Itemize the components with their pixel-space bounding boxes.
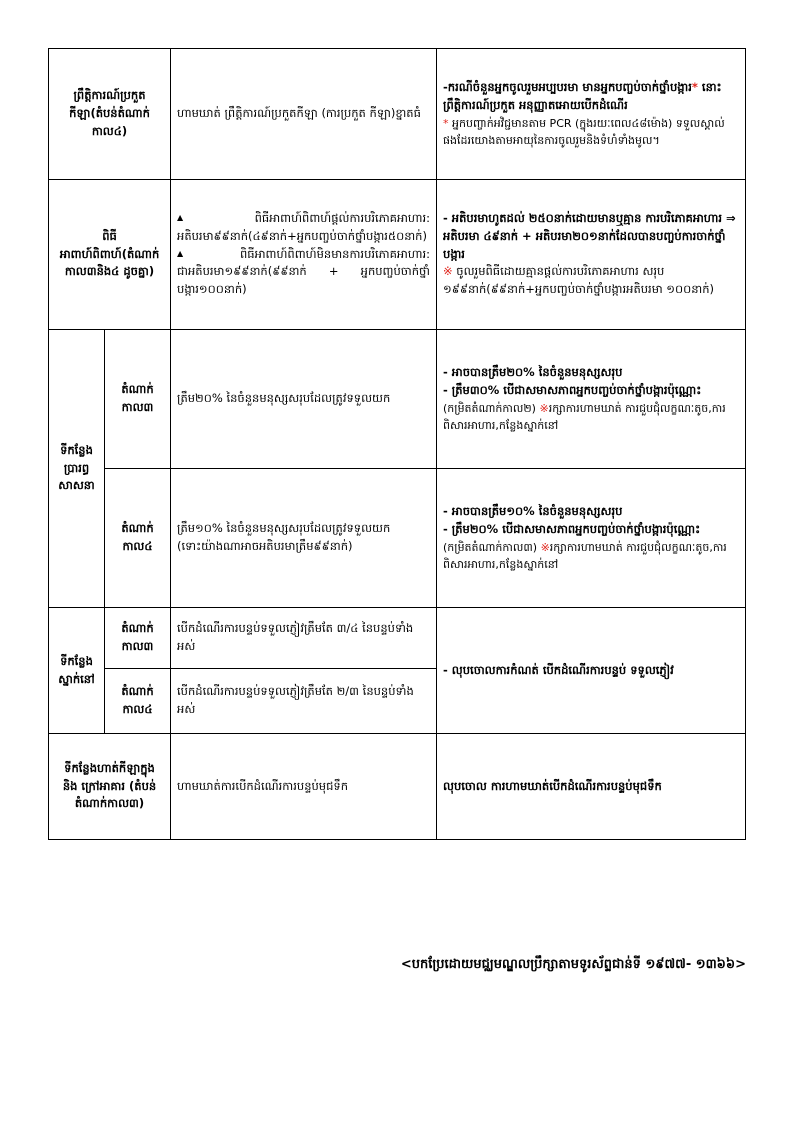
row-change [437,330,746,469]
change-main: - លុបចោលការកំណត់ បើកដំណើរការបន្ទប់ ទទួលភ្ញៀវ [443,662,674,677]
row-rule [171,330,437,469]
change-main: លុបចោល ការហាមឃាត់បើកដំណើរការបន្ទប់មុជទឹក [443,778,662,793]
rules-table [48,48,746,840]
note-text: រក្សាការហាមឃាត់ ការជួបជុំលក្ខណៈតូច,ការពិសារអាហារ,កន្លែងស្នាក់នៅ [443,401,726,432]
rule-text: ពិធីអាពាហ៍ពិពាហ៍ផ្តល់ការបរិភោគអាហារ: អតិបរមា៩៩នាក់(៤៩នាក់+អ្នកបញ្ចប់ចាក់ថ្នាំបង្ការ៥០នាក់) [177,210,431,243]
row-change [437,469,746,608]
table-row [49,734,746,840]
stage-label: តំណាក់កាល៤ [105,469,171,608]
row-rule [171,180,437,330]
note-text: អ្នកបញ្ចាក់អវិជ្ជមានតាម PCR (ក្នុងរយៈពេល៤៨ម៉ោង) ទទួលស្គាល់ផងដែរយោងតាមអាយុនៃការចូលរួមនិងទំហំទាំងមូល។ [443,116,725,147]
asterisk-icon: * [691,80,698,95]
note-text: រក្សាការហាមឃាត់ ការជួបជុំលក្ខណៈតូច,ការពិសារអាហារ,កន្លែងស្នាក់នៅ [443,540,727,571]
group-header: ទីកន្លែងស្នាក់នៅ [49,608,105,734]
table-row [49,330,746,469]
change-main: - អាចបានត្រឹម២០% នៃចំនួនមនុស្សសរុប [443,365,623,380]
row-change [437,734,746,840]
stage-label: តំណាក់កាល៤ [105,669,171,734]
change-main: - ត្រឹម២០% បើជាសមាសភាពអ្នកបញ្ចប់ចាក់ថ្នាំបង្ការប៉ុណ្ណោះ [443,521,701,536]
row-change [437,608,746,734]
change-note [443,539,739,573]
rule-text: ពិធីអាពាហ៍ពិពាហ៍មិនមានការបរិភោគអាហារ: ជាអតិបរមា១៩៩នាក់(៩៩នាក់ + អ្នកបញ្ចប់ចាក់ថ្នាំបង្ការ១០០នាក់) [177,246,431,297]
stage-label: តំណាក់កាល៣ [105,608,171,669]
change-main: - អតិបរមាហូតដល់ ២៥០នាក់ដោយមានឬគ្មាន ការបរិភោគអាហារ ⇒ អតិបរមា ៤៩នាក់ + អតិបរមា២០១នាក់ដែលបានបញ្ចប់ការចាក់ថ្នាំបង្ការ [443,210,736,261]
change-main: - អាចបានត្រឹម១០% នៃចំនួនមនុស្សសរុប [443,504,623,519]
table-row [49,608,746,669]
note-text: (កម្រិតតំណាក់កាល៣) [443,540,541,554]
row-header: ព្រឹត្តិការណ៍ប្រកួតកីឡា(តំបន់តំណាក់កាល៤) [49,49,171,180]
rule-extra: (ទោះយ៉ាងណាអាចអតិបរមាត្រឹម៩៩នាក់) [177,539,353,553]
change-note [443,115,739,149]
reference-mark-icon: ※ [540,540,550,554]
change-text [443,79,739,115]
note-text: (កម្រិតតំណាក់កាល២) [443,401,540,415]
triangle-bullet-icon: ▲ [177,248,230,258]
row-rule: បើកដំណើរការបន្ទប់ទទួលភ្ញៀវត្រឹមតែ ២/៣ នៃបន្ទប់ទាំងអស់ [171,669,437,734]
group-header: ទីកន្លែងប្រារព្ធសាសនា [49,330,105,608]
change-note [443,263,739,299]
change-main: - ត្រឹម៣០% បើជាសមាសភាពអ្នកបញ្ចប់ចាក់ថ្នាំបង្ការប៉ុណ្ណោះ [443,382,702,397]
translation-credit: <បកប្រែដោយមជ្ឈមណ្ឌលប្រឹក្សាតាមទូរស័ព្ទជាន់ទី ១៩៧៧- ១៣៦៦> [400,957,746,972]
row-rule: ហាមឃាត់ ព្រឹត្តិការណ៍ប្រកួតកីឡា (ការប្រកួត កីឡា)ខ្នាតធំ [171,49,437,180]
reference-mark-icon: ※ [539,401,549,415]
change-note [443,400,739,434]
table-row [49,49,746,180]
row-rule: ហាមឃាត់ការបើកដំណើរការបន្ទប់មុជទឹក [171,734,437,840]
rule-item [177,210,430,246]
table-row [49,180,746,330]
change-main-cont: នោះព្រឹត្តិការណ៍ប្រកួត អនុញ្ញាតអោយបើកដំណើរ [443,80,722,112]
reference-mark-icon: ※ [443,264,453,279]
rule-text: ត្រឹម១០% នៃចំនួនមនុស្សសរុបដែលត្រូវទទួលយក [177,521,391,536]
row-header: ទីកន្លែងហាត់កីឡាក្នុង និង ក្រៅអាគារ (តំបន់តំណាក់កាល៣) [49,734,171,840]
row-rule [171,469,437,608]
row-header: ពិធីអាពាហ៍ពិពាហ៍(តំណាក់កាល៣និង៤ ដូចគ្នា) [49,180,171,330]
table-row [49,469,746,608]
rule-text: ត្រឹម២០% នៃចំនួនមនុស្សសរុបដែលត្រូវទទួលយក [177,391,391,406]
row-change [437,180,746,330]
asterisk-icon: * [443,116,449,130]
row-change [437,49,746,180]
rule-item [177,246,430,299]
triangle-bullet-icon: ▲ [177,213,245,223]
stage-label: តំណាក់កាល៣ [105,330,171,469]
change-main: -ករណីចំនួនអ្នកចូលរួមអប្បបរមា មានអ្នកបញ្ចប់ចាក់ថ្នាំបង្ការ [443,80,692,95]
row-rule: បើកដំណើរការបន្ទប់ទទួលភ្ញៀវត្រឹមតែ ៣/៤ នៃបន្ទប់ទាំងអស់ [171,608,437,669]
note-text: ចូលរួមពិធីដោយគ្មានផ្តល់ការបរិភោគអាហារ សរុប ១៩៩នាក់(៩៩នាក់+អ្នកបញ្ចប់ចាក់ថ្នាំបង្ការអតិបរមា ១០០នាក់) [443,264,715,297]
